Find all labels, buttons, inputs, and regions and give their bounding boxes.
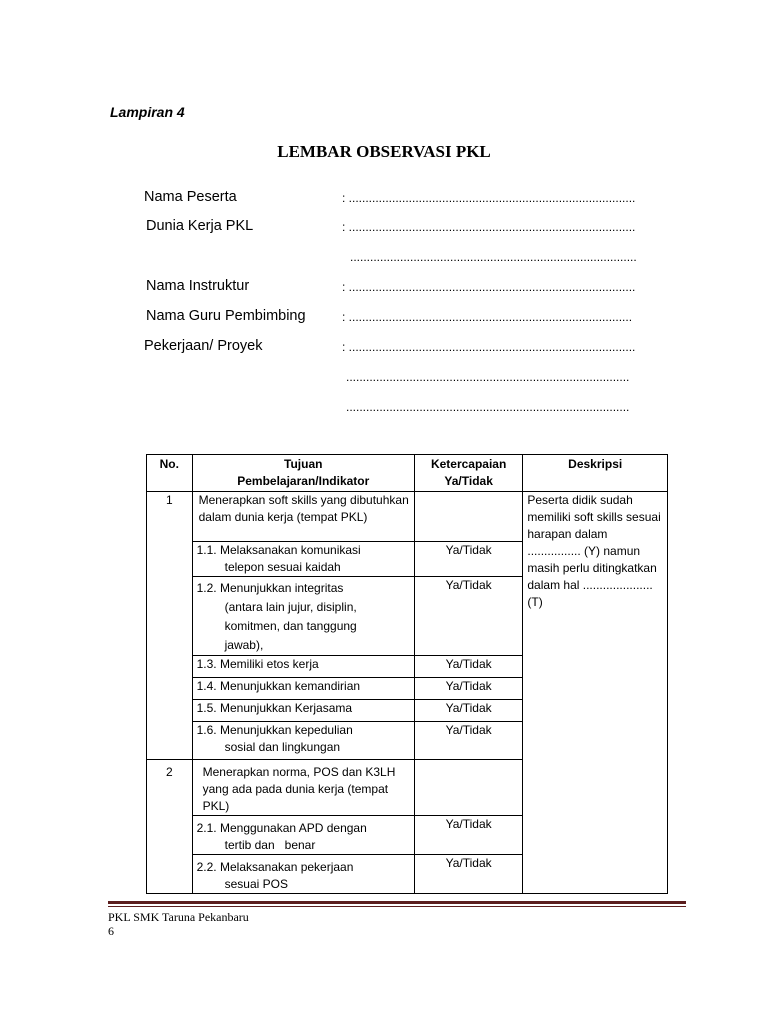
indicator-text: Menunjukkan kepedulian	[219, 723, 353, 737]
indicator-number: 2.1.	[196, 821, 217, 835]
page-number: 6	[108, 924, 114, 938]
attachment-label: Lampiran 4	[110, 104, 185, 120]
footer-rule-thin	[108, 906, 686, 907]
indicator-cell	[192, 678, 414, 700]
status-cell: Ya/Tidak	[414, 700, 522, 722]
header-no: No.	[147, 455, 193, 492]
indicator-number: 1.4.	[196, 679, 217, 693]
indicator-cell	[192, 855, 414, 894]
field-blank: : ......................................................................................	[342, 340, 636, 354]
observation-table	[146, 454, 668, 894]
field-label: Nama Peserta	[144, 189, 237, 205]
field-blank: : ......................................................................................	[342, 280, 636, 294]
indicator-cell	[192, 722, 414, 760]
table-header-row	[147, 455, 668, 492]
status-cell: Ya/Tidak	[414, 577, 522, 656]
header-ketercapaian	[414, 455, 522, 492]
indicator-number: 1.1.	[196, 543, 217, 557]
indicator-text: Menunjukkan Kerjasama	[219, 701, 353, 715]
table-row	[147, 492, 668, 542]
section-number: 1	[147, 492, 193, 760]
indicator-number: 1.6.	[196, 723, 217, 737]
footer-rule-thick	[108, 901, 686, 904]
indicator-cell	[192, 542, 414, 577]
indicator-number: 2.2.	[196, 860, 217, 874]
field-blank: : ......................................................................................	[342, 191, 636, 205]
indicator-text-cont: (antara lain jujur, disiplin, komitmen, dan tanggung jawab),	[224, 600, 357, 652]
indicator-number: 1.5.	[196, 701, 217, 715]
header-deskripsi: Deskripsi	[523, 455, 668, 492]
status-cell: Ya/Tidak	[414, 678, 522, 700]
header-tujuan	[192, 455, 414, 492]
field-blank: .....................................................................................	[346, 400, 630, 414]
indicator-text: Melaksanakan pekerjaan	[219, 860, 354, 874]
header-tujuan-line2: Pembelajaran/Indikator	[237, 474, 370, 488]
status-cell: Ya/Tidak	[414, 855, 522, 894]
header-tujuan-line1: Tujuan	[284, 457, 323, 471]
field-label: Dunia Kerja PKL	[146, 218, 254, 234]
header-kt-line2: Ya/Tidak	[444, 474, 493, 488]
section-text: Menerapkan soft skills yang dibutuhkan dalam dunia kerja (tempat PKL)	[192, 492, 414, 542]
indicator-cell	[192, 577, 414, 656]
indicator-text: Menggunakan APD dengan	[219, 821, 367, 835]
indicator-text: Menunjukkan integritas	[219, 581, 344, 595]
indicator-text-cont: tertib dan benar	[224, 838, 316, 852]
field-blank: : .....................................................................................	[342, 310, 633, 324]
indicator-text: Menunjukkan kemandirian	[219, 679, 361, 693]
indicator-number: 1.2.	[196, 581, 217, 595]
indicator-text: Memiliki etos kerja	[219, 657, 319, 671]
footer-school: PKL SMK Taruna Pekanbaru	[108, 910, 249, 924]
indicator-cell	[192, 700, 414, 722]
status-cell-empty	[414, 760, 522, 816]
field-blank: .....................................................................................	[346, 370, 630, 384]
field-blank: ......................................................................................	[350, 250, 637, 264]
indicator-cell	[192, 816, 414, 855]
section-number: 2	[147, 760, 193, 894]
indicator-text: Melaksanakan komunikasi	[219, 543, 361, 557]
header-kt-line1: Ketercapaian	[430, 457, 507, 471]
page-title: LEMBAR OBSERVASI PKL	[277, 142, 491, 161]
status-cell: Ya/Tidak	[414, 816, 522, 855]
status-cell: Ya/Tidak	[414, 656, 522, 678]
field-label: Nama Guru Pembimbing	[146, 308, 306, 324]
indicator-text-cont: sosial dan lingkungan	[224, 740, 341, 754]
page-footer	[108, 910, 249, 938]
indicator-number: 1.3.	[196, 657, 217, 671]
status-cell-empty	[414, 492, 522, 542]
indicator-text-cont: telepon sesuai kaidah	[224, 560, 341, 574]
status-cell: Ya/Tidak	[414, 542, 522, 577]
indicator-text-cont: sesuai POS	[224, 877, 288, 891]
field-blank: : ......................................................................................	[342, 220, 636, 234]
field-label: Nama Instruktur	[146, 278, 250, 294]
field-label: Pekerjaan/ Proyek	[144, 338, 263, 354]
description-cell: Peserta didik sudah memiliki soft skills sesuai harapan dalam ................ (Y) namun masih perlu ditingkatkan dalam hal ..................... (T)	[523, 492, 668, 894]
indicator-cell	[192, 656, 414, 678]
status-cell: Ya/Tidak	[414, 722, 522, 760]
section-text: Menerapkan norma, POS dan K3LH yang ada pada dunia kerja (tempat PKL)	[192, 760, 414, 816]
